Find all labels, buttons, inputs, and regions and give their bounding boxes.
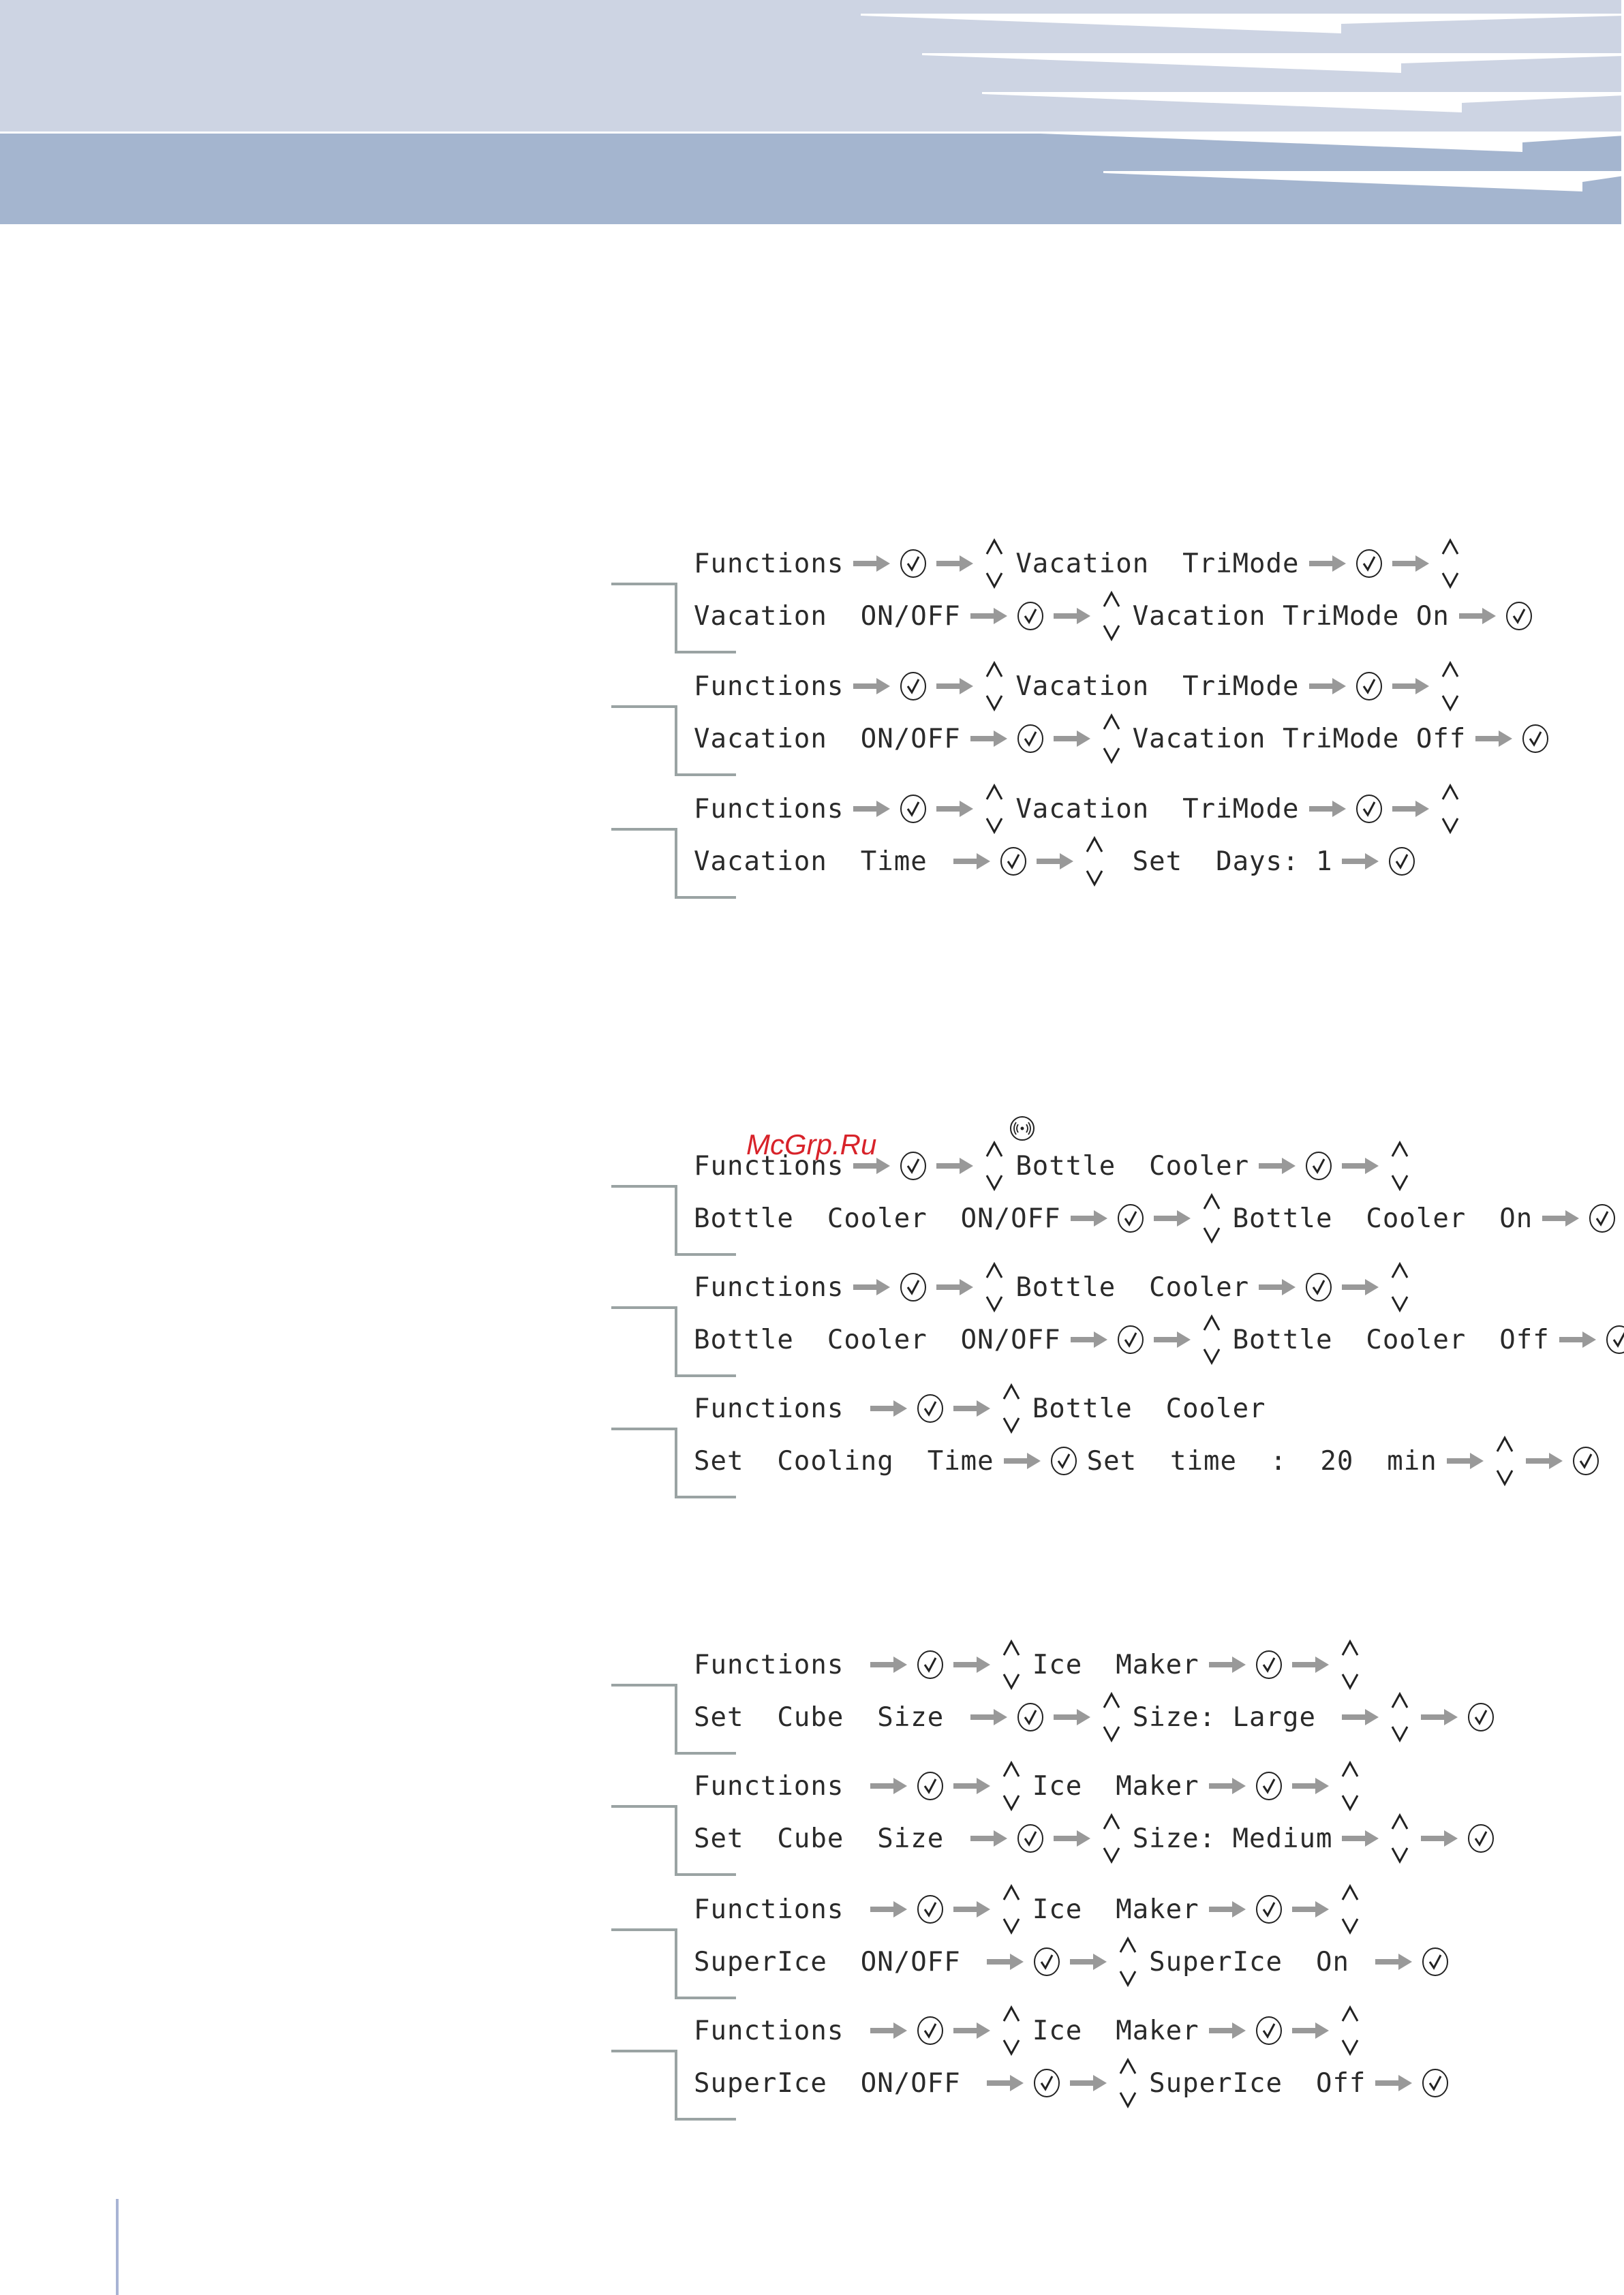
arrow-right-icon (1421, 1830, 1458, 1847)
display-text: Functions (694, 2015, 861, 2046)
arrow-right-icon (1542, 1210, 1579, 1227)
display-text: Functions (694, 1770, 861, 1802)
confirm-check-icon (917, 1650, 944, 1680)
display-text: Vacation TriMode On (1132, 600, 1450, 632)
flow-row (694, 660, 1462, 712)
arrow-right-icon (970, 1830, 1007, 1847)
up-down-arrows-icon (1000, 2005, 1023, 2057)
display-text: Vacation TriMode (1015, 548, 1300, 579)
arrow-right-icon (1292, 1901, 1329, 1917)
confirm-check-icon (1606, 1325, 1624, 1355)
arrow-right-icon (853, 678, 890, 694)
flow-row (694, 1435, 1599, 1487)
arrow-right-icon (1309, 555, 1346, 572)
display-text: Vacation ON/OFF (694, 600, 961, 632)
arrow-right-icon (853, 1158, 890, 1174)
confirm-check-icon (1017, 1702, 1044, 1732)
confirm-check-icon (1033, 2068, 1060, 2098)
bracket-line (611, 1428, 677, 1498)
signal-icon (1009, 1115, 1036, 1142)
up-down-arrows-icon (1439, 660, 1462, 712)
flow-row (694, 1936, 1449, 1988)
bracket-foot-line (675, 1997, 736, 1999)
arrow-right-icon (1004, 1453, 1041, 1469)
flow-row (694, 1691, 1495, 1743)
arrow-right-icon (970, 1709, 1007, 1725)
flow-row (694, 1639, 1362, 1691)
display-text: Functions (694, 1649, 861, 1680)
display-text: SuperIce ON/OFF (694, 2067, 978, 2099)
arrow-right-icon (953, 1657, 990, 1673)
arrow-right-icon (1209, 1657, 1246, 1673)
arrow-right-icon (1054, 608, 1090, 624)
display-text: Set Days: 1 (1116, 846, 1333, 877)
up-down-arrows-icon (1338, 1883, 1362, 1935)
arrow-right-icon (1421, 1709, 1458, 1725)
bracket-line (611, 1185, 677, 1256)
confirm-check-icon (1255, 1650, 1283, 1680)
page-header-banner (0, 0, 1624, 225)
arrow-right-icon (1054, 1709, 1090, 1725)
flow-group (611, 787, 1565, 951)
flow-row (694, 1314, 1624, 1366)
up-down-arrows-icon (1000, 1639, 1023, 1691)
confirm-check-icon (1355, 671, 1383, 701)
arrow-right-icon (936, 555, 973, 572)
bracket-foot-line (675, 1253, 736, 1256)
flow-row (694, 1760, 1362, 1812)
up-down-arrows-icon (1388, 1691, 1411, 1743)
up-down-arrows-icon (1100, 1691, 1123, 1743)
arrow-right-icon (936, 801, 973, 817)
up-down-arrows-icon (983, 538, 1006, 589)
bracket-line (611, 2050, 677, 2121)
arrow-right-icon (1375, 2075, 1412, 2091)
bracket-foot-line (675, 1752, 736, 1755)
confirm-check-icon (1589, 1203, 1616, 1233)
confirm-check-icon (1572, 1446, 1599, 1476)
flow-group (611, 1387, 1565, 1550)
flow-row (694, 1140, 1411, 1192)
arrow-right-icon (936, 1279, 973, 1295)
display-text: Ice Maker (1032, 1894, 1199, 1925)
arrow-right-icon (1342, 1830, 1379, 1847)
arrow-right-icon (1259, 1279, 1296, 1295)
up-down-arrows-icon (983, 1140, 1006, 1192)
arrow-right-icon (1375, 1954, 1412, 1970)
arrow-right-icon (936, 678, 973, 694)
up-down-arrows-icon (1100, 713, 1123, 765)
up-down-arrows-icon (1338, 1760, 1362, 1812)
confirm-check-icon (1017, 601, 1044, 631)
display-text: Functions (694, 1894, 861, 1925)
display-text: Vacation Time (694, 846, 945, 877)
display-text: Bottle Cooler (1015, 1272, 1250, 1303)
display-text: Set time : 20 min (1086, 1445, 1437, 1477)
up-down-arrows-icon (1439, 783, 1462, 835)
confirm-check-icon (1255, 1894, 1283, 1924)
arrow-right-icon (1070, 1954, 1107, 1970)
flow-row (694, 1883, 1362, 1935)
confirm-check-icon (900, 1151, 927, 1181)
up-down-arrows-icon (1083, 835, 1106, 887)
up-down-arrows-icon (1100, 1813, 1123, 1864)
arrow-right-icon (1392, 678, 1429, 694)
up-down-arrows-icon (1116, 2057, 1139, 2109)
flow-row (694, 2057, 1449, 2109)
bracket-foot-line (675, 896, 736, 899)
arrow-right-icon (1209, 1901, 1246, 1917)
arrow-right-icon (1154, 1331, 1191, 1348)
up-down-arrows-icon (1439, 538, 1462, 589)
confirm-check-icon (917, 1894, 944, 1924)
up-down-arrows-icon (983, 1261, 1006, 1313)
arrow-right-icon (953, 853, 990, 869)
confirm-check-icon (1522, 724, 1549, 754)
arrow-right-icon (870, 1400, 907, 1417)
bracket-line (611, 1805, 677, 1876)
display-text: Vacation TriMode Off (1132, 723, 1467, 754)
confirm-check-icon (1467, 1823, 1495, 1853)
arrow-right-icon (853, 555, 890, 572)
bracket-line (611, 1684, 677, 1755)
confirm-check-icon (1017, 1823, 1044, 1853)
display-text: Vacation TriMode (1015, 671, 1300, 702)
arrow-right-icon (1292, 2022, 1329, 2039)
flow-row (694, 835, 1415, 887)
arrow-right-icon (936, 1158, 973, 1174)
arrow-right-icon (1526, 1453, 1563, 1469)
flow-row (694, 1383, 1266, 1434)
arrow-right-icon (953, 1778, 990, 1794)
confirm-check-icon (900, 549, 927, 579)
arrow-right-icon (1447, 1453, 1484, 1469)
arrow-right-icon (1459, 608, 1496, 624)
display-text: Bottle Cooler (1032, 1393, 1266, 1424)
confirm-check-icon (900, 794, 927, 824)
watermark: McGrp.Ru (746, 1128, 877, 1160)
confirm-check-icon (917, 1771, 944, 1801)
arrow-right-icon (1309, 678, 1346, 694)
display-text: Bottle Cooler On (1232, 1203, 1533, 1234)
up-down-arrows-icon (1000, 1760, 1023, 1812)
confirm-check-icon (1255, 1771, 1283, 1801)
up-down-arrows-icon (1338, 2005, 1362, 2057)
confirm-check-icon (1117, 1203, 1144, 1233)
confirm-check-icon (1422, 1947, 1449, 1977)
arrow-right-icon (1209, 2022, 1246, 2039)
bracket-foot-line (675, 773, 736, 776)
confirm-check-icon (1000, 846, 1027, 876)
confirm-check-icon (900, 1272, 927, 1302)
display-text: Bottle Cooler ON/OFF (694, 1324, 1061, 1355)
up-down-arrows-icon (983, 783, 1006, 835)
arrow-right-icon (870, 1901, 907, 1917)
display-text: SuperIce Off (1149, 2067, 1366, 2099)
arrow-right-icon (1071, 1331, 1107, 1348)
display-text: Size: Large (1132, 1701, 1333, 1733)
up-down-arrows-icon (1200, 1314, 1223, 1366)
display-text: Set Cube Size (694, 1701, 961, 1733)
up-down-arrows-icon (1100, 590, 1123, 642)
display-text: Set Cooling Time (694, 1445, 994, 1477)
arrow-right-icon (1559, 1331, 1596, 1348)
arrow-right-icon (1259, 1158, 1296, 1174)
arrow-right-icon (970, 730, 1007, 747)
arrow-right-icon (1292, 1657, 1329, 1673)
bracket-line (611, 828, 677, 899)
confirm-check-icon (1422, 2068, 1449, 2098)
bracket-foot-line (675, 2118, 736, 2121)
arrow-right-icon (853, 801, 890, 817)
display-text: Bottle Cooler (1015, 1150, 1250, 1182)
bracket-line (611, 1306, 677, 1377)
arrow-right-icon (1342, 853, 1379, 869)
display-text: Vacation ON/OFF (694, 723, 961, 754)
arrow-right-icon (870, 1657, 907, 1673)
display-text: Functions (694, 793, 844, 825)
display-text: SuperIce ON/OFF (694, 1946, 978, 1977)
arrow-right-icon (870, 1778, 907, 1794)
arrow-right-icon (1475, 730, 1512, 747)
flow-row (694, 538, 1462, 589)
display-text: Size: Medium (1132, 1823, 1333, 1854)
display-text: Ice Maker (1032, 1649, 1199, 1680)
display-text: Functions (694, 1150, 844, 1182)
confirm-check-icon (1305, 1151, 1332, 1181)
display-text: Functions (694, 1272, 844, 1303)
up-down-arrows-icon (1200, 1192, 1223, 1244)
arrow-right-icon (1071, 1210, 1107, 1227)
arrow-right-icon (853, 1279, 890, 1295)
up-down-arrows-icon (1388, 1140, 1411, 1192)
display-text: Set Cube Size (694, 1823, 961, 1854)
flow-row (694, 1192, 1616, 1244)
flow-row (694, 1813, 1495, 1864)
confirm-check-icon (1505, 601, 1533, 631)
confirm-check-icon (1117, 1325, 1144, 1355)
arrow-right-icon (1392, 801, 1429, 817)
arrow-right-icon (1154, 1210, 1191, 1227)
bracket-line (611, 583, 677, 653)
confirm-check-icon (1050, 1446, 1077, 1476)
up-down-arrows-icon (1338, 1639, 1362, 1691)
confirm-check-icon (1255, 2016, 1283, 2046)
arrow-right-icon (1342, 1279, 1379, 1295)
bracket-foot-line (675, 651, 736, 653)
arrow-right-icon (1392, 555, 1429, 572)
arrow-right-icon (987, 1954, 1024, 1970)
flow-group (611, 2009, 1565, 2172)
arrow-right-icon (1209, 1778, 1246, 1794)
arrow-right-icon (1309, 801, 1346, 817)
confirm-check-icon (1355, 794, 1383, 824)
up-down-arrows-icon (1493, 1435, 1516, 1487)
flow-row (694, 2005, 1362, 2057)
confirm-check-icon (1033, 1947, 1060, 1977)
flow-row (694, 783, 1462, 835)
flow-row (694, 713, 1549, 765)
flow-row (694, 1261, 1411, 1313)
confirm-check-icon (917, 1393, 944, 1423)
up-down-arrows-icon (1000, 1383, 1023, 1434)
arrow-right-icon (953, 1400, 990, 1417)
arrow-right-icon (1037, 853, 1073, 869)
bracket-foot-line (675, 1374, 736, 1377)
display-text: SuperIce On (1149, 1946, 1366, 1977)
display-text: Functions (694, 671, 844, 702)
arrow-right-icon (870, 2022, 907, 2039)
confirm-check-icon (1305, 1272, 1332, 1302)
confirm-check-icon (1017, 724, 1044, 754)
display-text: Vacation TriMode (1015, 793, 1300, 825)
up-down-arrows-icon (1116, 1936, 1139, 1988)
confirm-check-icon (900, 671, 927, 701)
arrow-right-icon (970, 608, 1007, 624)
up-down-arrows-icon (1388, 1813, 1411, 1864)
arrow-right-icon (987, 2075, 1024, 2091)
arrow-right-icon (1054, 1830, 1090, 1847)
arrow-right-icon (1054, 730, 1090, 747)
confirm-check-icon (1355, 549, 1383, 579)
display-text: Functions (694, 548, 844, 579)
confirm-check-icon (1388, 846, 1415, 876)
arrow-right-icon (953, 1901, 990, 1917)
display-text: Ice Maker (1032, 2015, 1199, 2046)
confirm-check-icon (917, 2016, 944, 2046)
bracket-line (611, 1928, 677, 1999)
confirm-check-icon (1467, 1702, 1495, 1732)
bracket-foot-line (675, 1496, 736, 1498)
display-text: Functions (694, 1393, 861, 1424)
display-text: Ice Maker (1032, 1770, 1199, 1802)
display-text: Bottle Cooler ON/OFF (694, 1203, 1061, 1234)
arrow-right-icon (1070, 2075, 1107, 2091)
arrow-right-icon (1292, 1778, 1329, 1794)
margin-rule (116, 2199, 119, 2295)
flow-row (694, 590, 1533, 642)
up-down-arrows-icon (1000, 1883, 1023, 1935)
up-down-arrows-icon (1388, 1261, 1411, 1313)
bracket-line (611, 705, 677, 776)
bracket-foot-line (675, 1873, 736, 1876)
arrow-right-icon (1342, 1158, 1379, 1174)
up-down-arrows-icon (983, 660, 1006, 712)
arrow-right-icon (953, 2022, 990, 2039)
display-text: Bottle Cooler Off (1232, 1324, 1550, 1355)
arrow-right-icon (1342, 1709, 1379, 1725)
